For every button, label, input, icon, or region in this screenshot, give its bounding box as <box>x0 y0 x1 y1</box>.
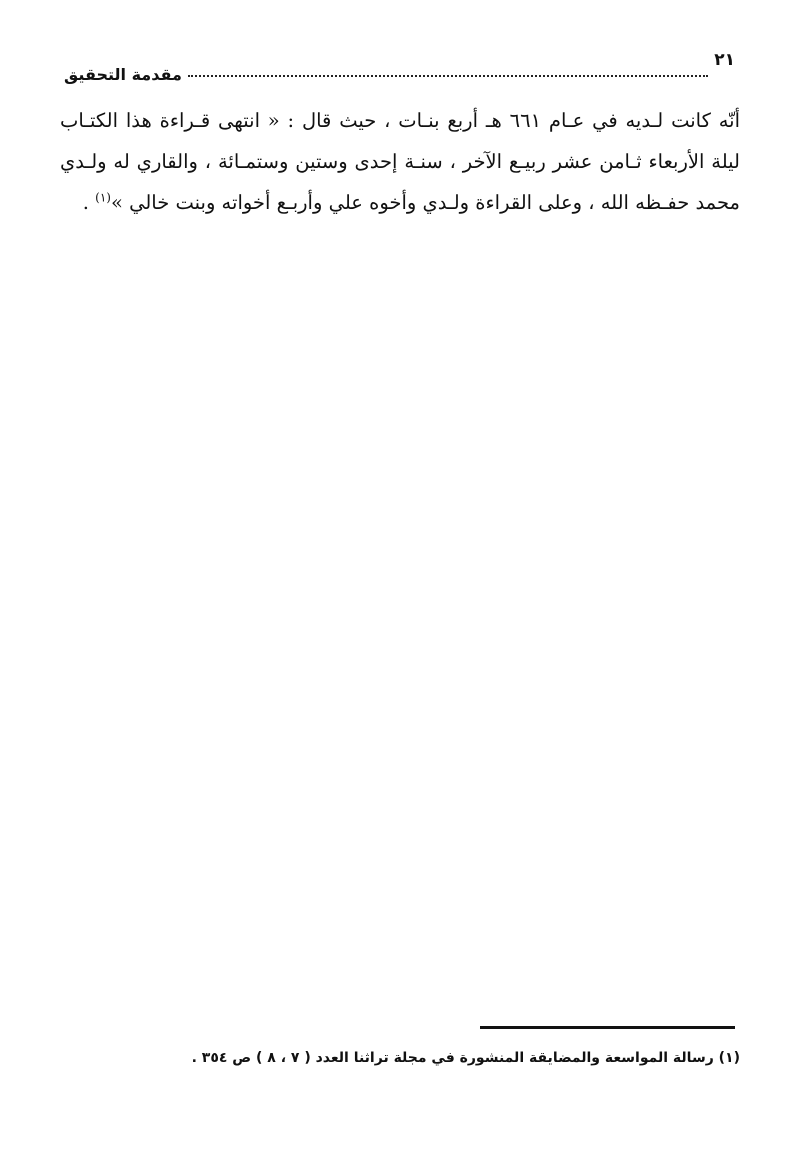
body-text: أنّه كانت لـديه في عـام ٦٦١ هـ أربع بنـات ، حيث قال : « انتهى قـراءة هذا الكتـاب ليلة الأربعاء ثـامن عشر ربيـع الآخر ، سنـة إحدى وستين وستمـائة ، والقاري له ولـدي محمد حفـظه الله ، وعلى القراءة ولـدي وأخوه علي وأربـع أخواته وبنت خالي » <box>60 109 740 214</box>
body-paragraph <box>60 100 740 223</box>
footnote-separator <box>480 1026 735 1029</box>
body-text-end: . <box>82 191 96 214</box>
header-dot-leader <box>188 74 708 77</box>
header-title: مقدمة التحقيق <box>64 65 182 84</box>
footnote: (١) رسالة المواسعة والمضايقة المنشورة في مجلة تراثنا العدد ( ٧ ، ٨ ) ص ٣٥٤ . <box>191 1050 740 1066</box>
page-number: ٢١ <box>714 50 735 70</box>
footnote-reference: (١) <box>95 190 111 205</box>
running-header <box>60 52 735 86</box>
